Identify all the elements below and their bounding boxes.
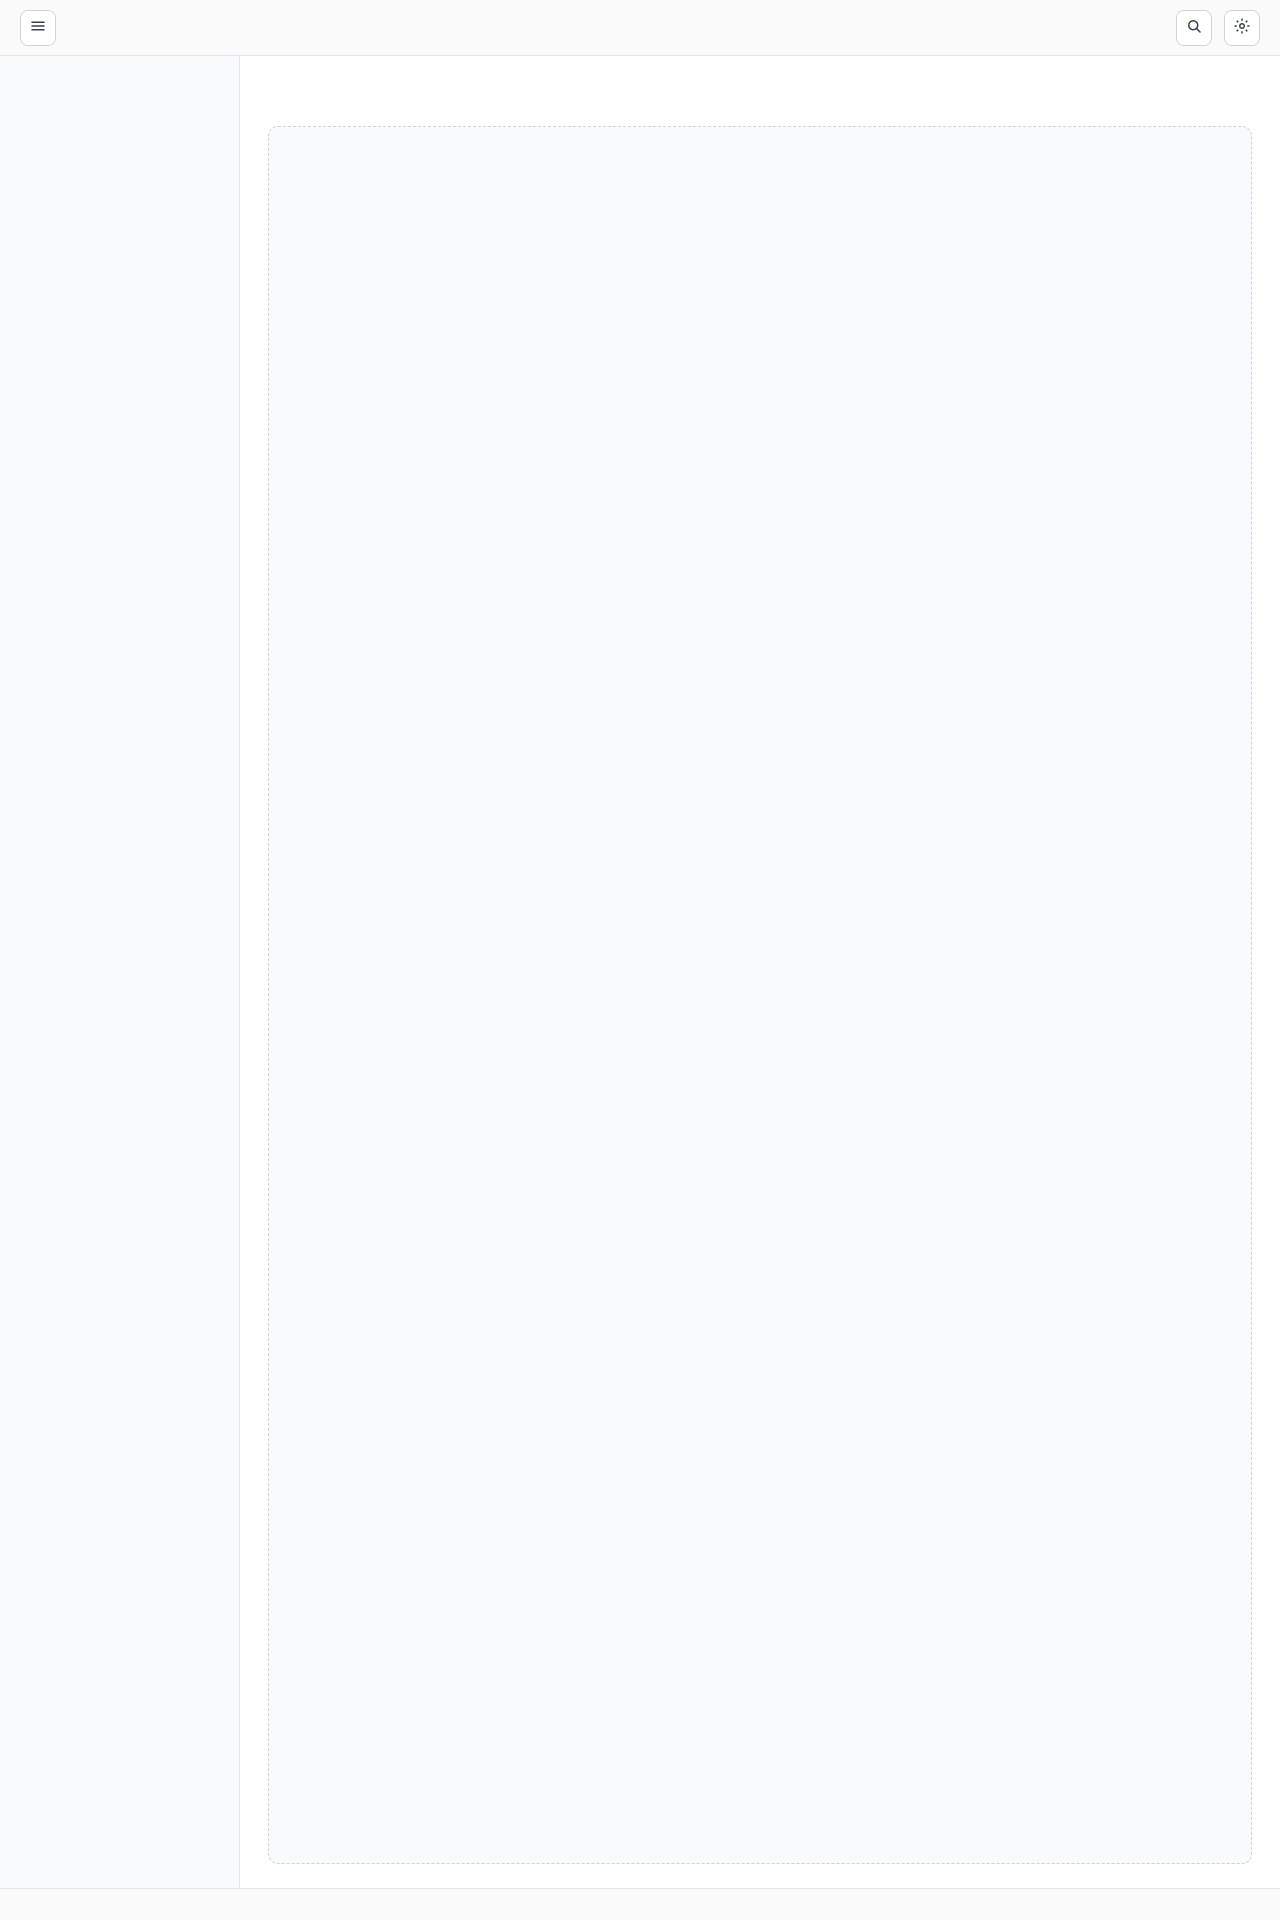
menu-button[interactable] <box>20 10 56 46</box>
title-bar <box>0 0 1280 56</box>
page-title <box>268 80 1252 110</box>
sidebar <box>0 56 240 1888</box>
menu-icon <box>29 17 47 38</box>
content-area <box>268 126 1252 1864</box>
sidebar-heading <box>12 72 227 86</box>
search-icon <box>1185 17 1203 38</box>
search-button[interactable] <box>1176 10 1212 46</box>
app-layout <box>0 56 1280 1888</box>
status-bar <box>0 1888 1280 1920</box>
gear-icon <box>1233 17 1251 38</box>
main-panel <box>240 56 1280 1888</box>
settings-button[interactable] <box>1224 10 1260 46</box>
